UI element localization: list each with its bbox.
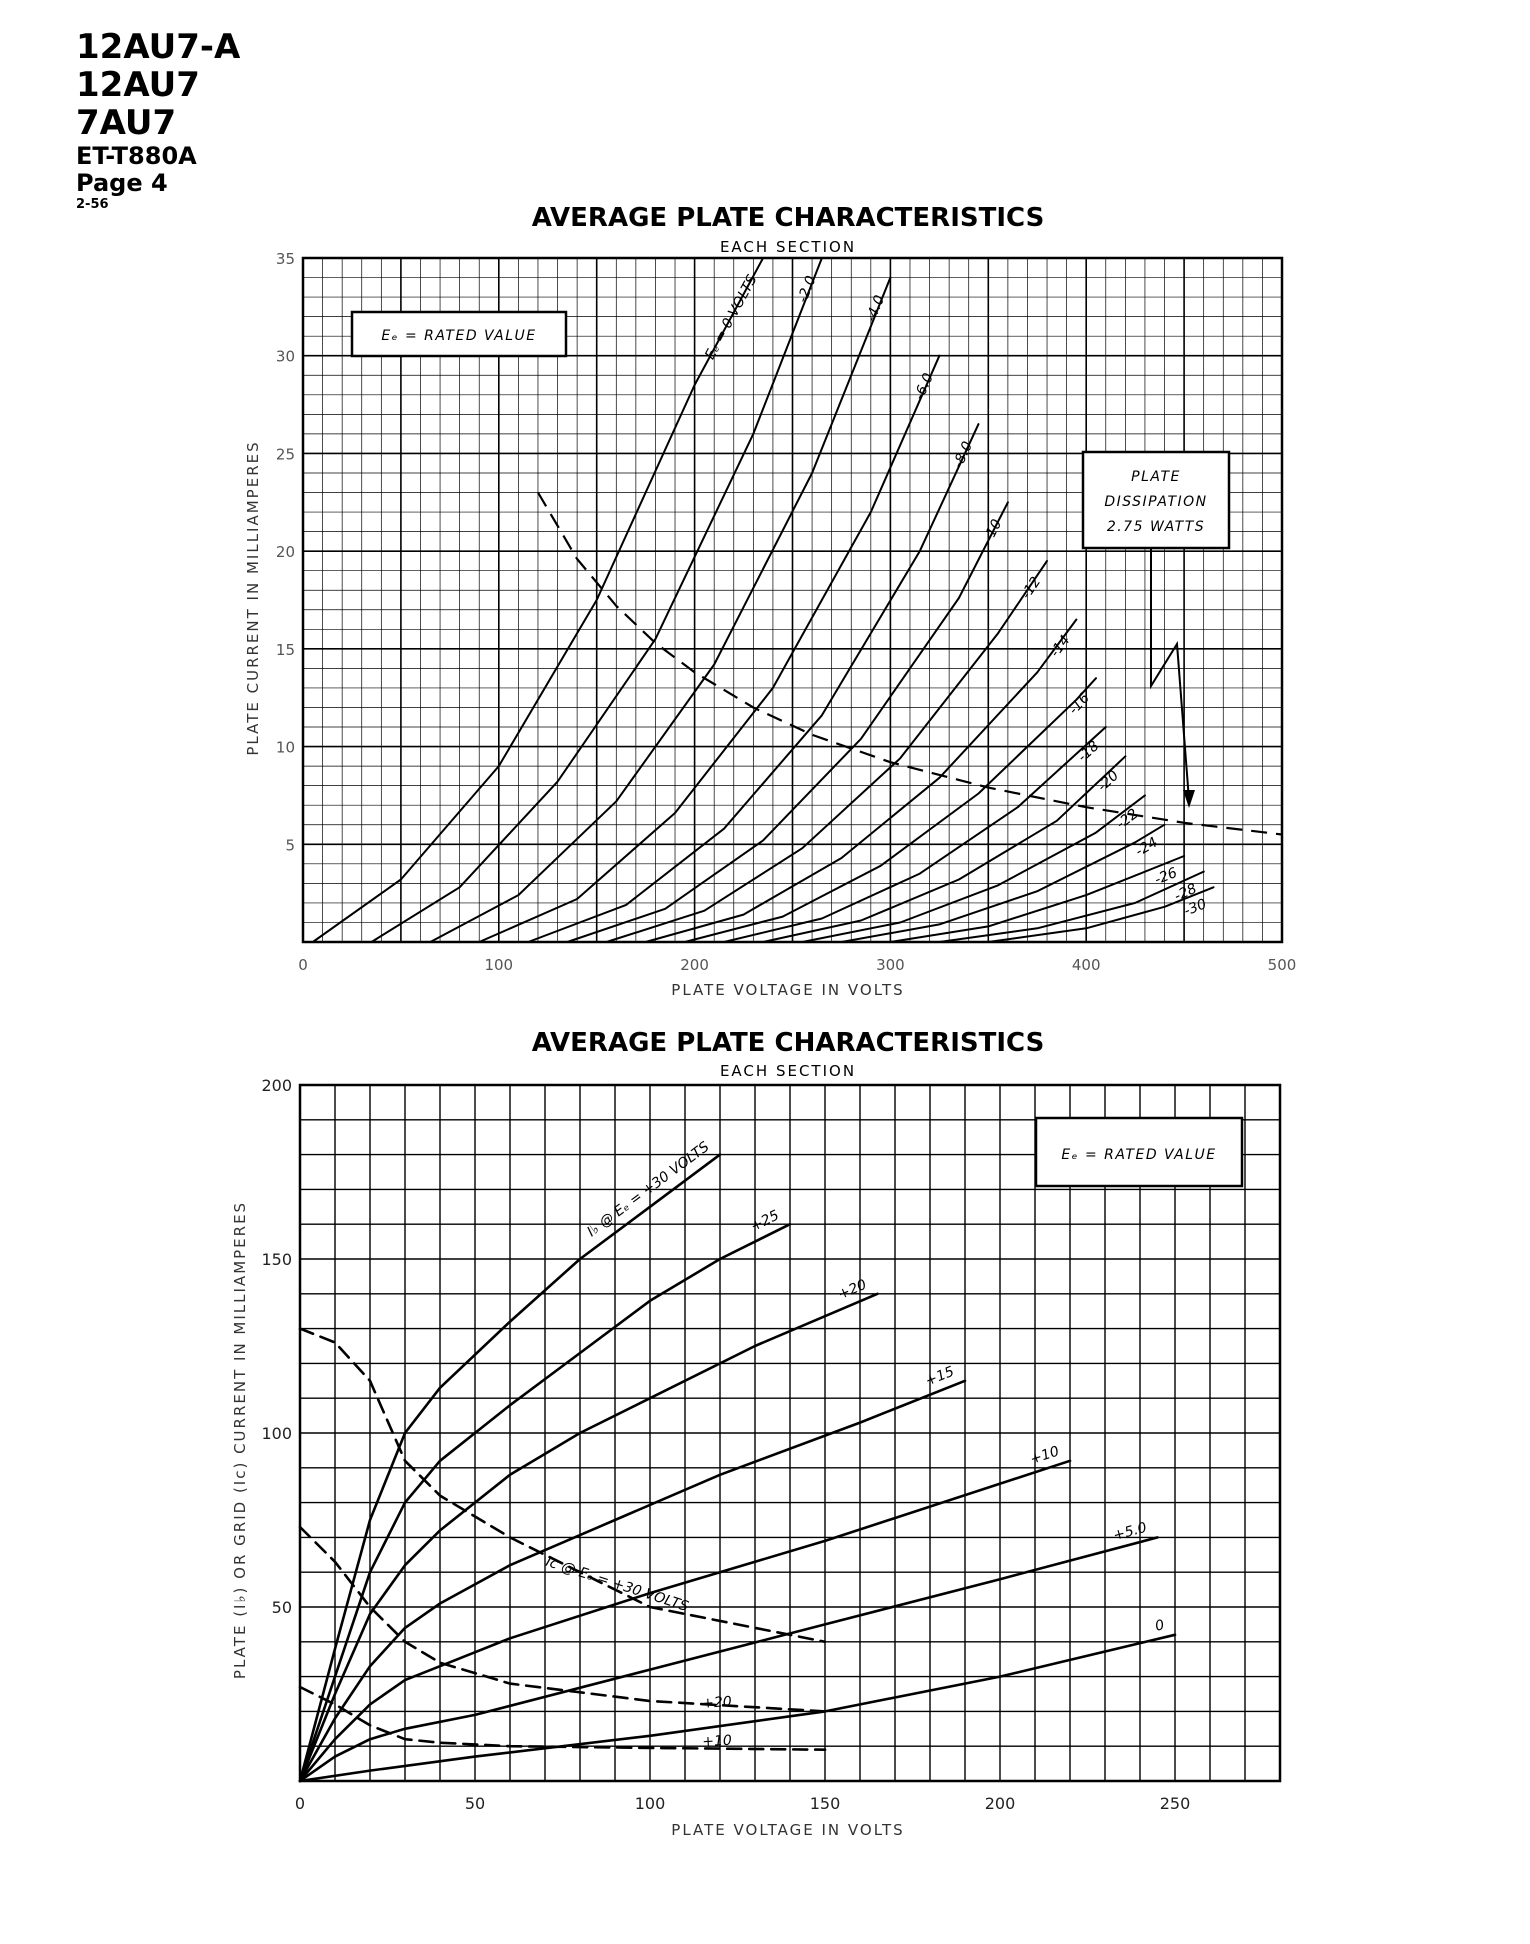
y-tick-label: 20	[275, 543, 295, 562]
chart-2-ef-label: Eₑ = RATED VALUE	[1061, 1147, 1217, 1163]
y-tick-label: 15	[275, 640, 295, 659]
series-label: +15	[923, 1363, 957, 1390]
tube-type-3: 7AU7	[76, 103, 177, 143]
chart-2-subtitle: EACH SECTION	[719, 1062, 857, 1080]
series-label: I♭ @ Eₑ = +30 VOLTS	[584, 1138, 713, 1241]
y-tick-label: 25	[275, 445, 295, 464]
tube-type-2: 12AU7	[76, 65, 200, 105]
series-label: +20	[701, 1693, 733, 1712]
x-tick-label: 150	[809, 1794, 841, 1813]
series-label: -28	[1171, 880, 1200, 905]
y-tick-label: 5	[285, 836, 295, 855]
doc-date: 2-56	[76, 197, 109, 212]
x-tick-label: 250	[1159, 1794, 1191, 1813]
y-tick-label: 50	[271, 1598, 292, 1617]
chart-2-ef-box	[1036, 1118, 1242, 1186]
series-label: -20	[1094, 767, 1123, 795]
chart-1-x-axis-label: PLATE VOLTAGE IN VOLTS	[671, 981, 905, 999]
series-label: +10	[1028, 1443, 1062, 1468]
chart-2-title: AVERAGE PLATE CHARACTERISTICS	[531, 1028, 1045, 1058]
series-label: -30	[1181, 896, 1209, 920]
x-tick-label: 0	[294, 1794, 306, 1813]
series-label: -26	[1152, 864, 1180, 889]
chart-1-ef-box	[352, 312, 566, 356]
series-label: 0	[1153, 1617, 1166, 1635]
x-tick-label: 300	[876, 956, 905, 974]
chart-2	[231, 1028, 1280, 1839]
series-label: -14	[1047, 632, 1074, 661]
dissipation-line-2: DISSIPATION	[1104, 494, 1208, 510]
series-label: -8.0	[950, 439, 977, 471]
y-tick-label: 35	[275, 250, 295, 268]
chart-2-x-axis-label: PLATE VOLTAGE IN VOLTS	[671, 1821, 905, 1839]
chart-1-title: AVERAGE PLATE CHARACTERISTICS	[531, 203, 1045, 233]
series-label: -2.0	[794, 273, 820, 305]
series-label: +25	[748, 1207, 782, 1235]
y-tick-label: 100	[261, 1424, 292, 1443]
series-label: -16	[1065, 690, 1093, 718]
y-tick-label: 10	[275, 738, 295, 757]
x-tick-label: 400	[1071, 956, 1101, 974]
chart-1-subtitle: EACH SECTION	[719, 238, 857, 256]
chart-2-grid	[300, 1085, 1280, 1781]
y-tick-label: 30	[275, 347, 295, 366]
series-label: -10	[980, 516, 1006, 545]
doc-number: ET-T880A	[76, 142, 197, 170]
series-label: +20	[835, 1276, 870, 1304]
series-label: +10	[701, 1732, 733, 1751]
chart-1-y-axis-label: PLATE CURRENT IN MILLIAMPERES	[244, 440, 262, 756]
dissipation-line-1: PLATE	[1131, 469, 1181, 485]
x-tick-label: 100	[634, 1794, 666, 1813]
chart-1-grid	[303, 258, 1282, 942]
x-tick-label: 500	[1267, 956, 1297, 974]
series-label: Eₑ = 0 VOLTS	[702, 272, 761, 363]
page-number: Page 4	[76, 169, 168, 197]
y-tick-label: 200	[261, 1076, 292, 1095]
series-label: -12	[1018, 574, 1045, 603]
chart-2-y-axis-label: PLATE (I♭) OR GRID (Iᴄ) CURRENT IN MILLIAMPERES	[231, 1200, 249, 1680]
series-label: -4.0	[863, 293, 889, 325]
series-label: +5.0	[1111, 1519, 1149, 1544]
tube-type-1: 12AU7-A	[76, 27, 241, 67]
y-tick-label: 150	[261, 1250, 292, 1269]
series-label: -24	[1132, 834, 1161, 860]
x-tick-label: 200	[680, 956, 709, 974]
series-label: Iᴄ @ Eₑ = +30 VOLTS	[543, 1553, 691, 1616]
series-label: -6.0	[911, 370, 938, 403]
dissipation-line-3: 2.75 WATTS	[1106, 519, 1206, 535]
series-label: -22	[1113, 805, 1142, 833]
x-tick-label: 100	[484, 956, 514, 974]
series-label: -18	[1074, 738, 1103, 766]
x-tick-label: 0	[298, 956, 308, 974]
chart-1-ef-label: Eₑ = RATED VALUE	[381, 328, 537, 344]
chart-1	[244, 203, 1296, 999]
x-tick-label: 200	[984, 1794, 1016, 1813]
x-tick-label: 50	[464, 1794, 486, 1813]
